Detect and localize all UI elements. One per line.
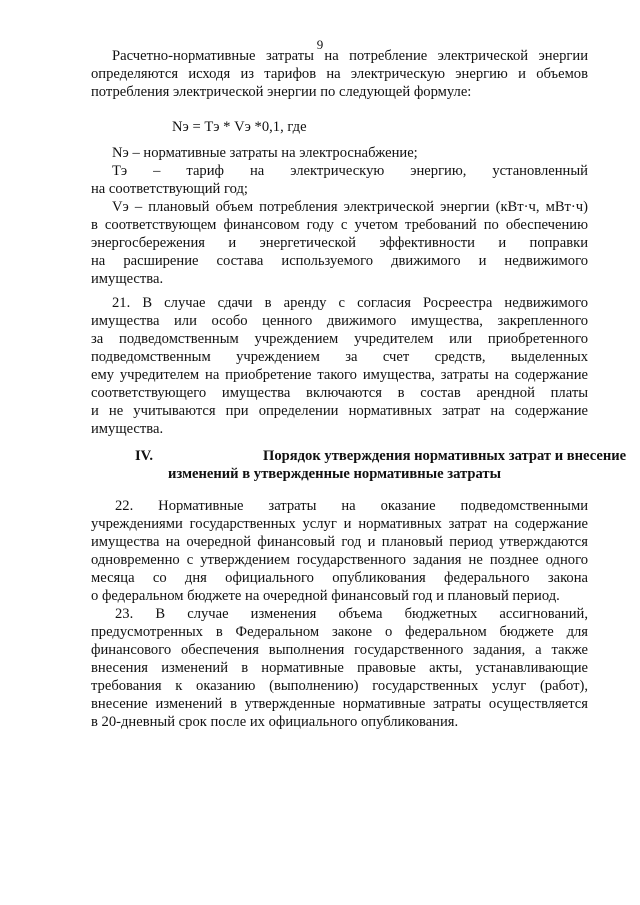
- definition-t-line: Tэ – тариф на электрическую энергию, установленный: [112, 163, 588, 179]
- para22-line: 22. Нормативные затраты на оказание подведомственными: [115, 498, 588, 514]
- para23-line: внесения изменений в нормативные правовые акты, устанавливающие: [91, 660, 588, 676]
- para22-line: учреждениями государственных услуг и нормативных затрат на содержание: [91, 516, 588, 532]
- definition-v-line: на расширение состава используемого движимого и недвижимого: [91, 253, 588, 269]
- para22-line: о федеральном бюджете на очередной финансовый год и плановый период.: [91, 588, 560, 604]
- para23-line: в 20-дневный срок после их официального опубликования.: [91, 714, 459, 730]
- intro-line: потребления электрической энергии по следующей формуле:: [91, 84, 472, 100]
- para21-line: 21. В случае сдачи в аренду с согласия Росреестра недвижимого: [112, 295, 588, 311]
- definition-v-line: в соответствующем финансовом году с учетом требований по обеспечению: [91, 217, 588, 233]
- para23-line: внесение изменений в утвержденные нормативные затраты осуществляется: [91, 696, 588, 712]
- para22-line: имущества на очередной финансовый год и плановый период утверждаются: [91, 534, 588, 550]
- para23-line: предусмотренных в Федеральном законе о федеральном бюджете для: [91, 624, 588, 640]
- section-title-line: изменений в утвержденные нормативные затраты: [168, 466, 501, 482]
- para23-line: требования к оказанию (выполнению) государственных услуг (работ),: [91, 678, 588, 694]
- definition-v-line: Vэ – плановый объем потребления электрической энергии (кВт·ч, мВт·ч): [112, 199, 588, 215]
- para21-line: за подведомственным учреждением учредителем или приобретенного: [91, 331, 588, 347]
- para21-line: подведомственным учреждением за счет средств, выделенных: [91, 349, 588, 365]
- definition-v-line: энергосбережения и энергетической эффективности и поправки: [91, 235, 588, 251]
- definition-t-line: на соответствующий год;: [91, 181, 248, 197]
- para21-line: и не учитываются при определении нормативных затрат на содержание: [91, 403, 588, 419]
- para22-line: одновременно с утверждением государственного задания не позднее одного: [91, 552, 588, 568]
- section-title-line: Порядок утверждения нормативных затрат и внесение: [263, 448, 627, 464]
- para21-line: имущества.: [91, 421, 164, 437]
- para21-line: соответствующего имущества включаются в состав арендной платы: [91, 385, 588, 401]
- section-number: IV.: [135, 448, 153, 464]
- definition-n: Nэ – нормативные затраты на электроснабжение;: [112, 145, 418, 161]
- para21-line: ему учредителем на приобретение такого имущества, затраты на содержание: [91, 367, 588, 383]
- para22-line: месяца со дня официального опубликования федерального закона: [91, 570, 588, 586]
- page-number: 9: [316, 37, 324, 52]
- para21-line: имущества или особо ценного движимого имущества, закрепленного: [91, 313, 588, 329]
- formula: Nэ = Tэ * Vэ *0,1, где: [172, 119, 307, 135]
- para23-line: 23. В случае изменения объема бюджетных ассигнований,: [115, 606, 588, 622]
- definition-v-line: имущества.: [91, 271, 164, 287]
- para23-line: финансового обеспечения выполнения государственного задания, а также: [91, 642, 588, 658]
- intro-line: Расчетно-нормативные затраты на потребление электрической энергии: [112, 48, 588, 64]
- intro-line: определяются исходя из тарифов на электрическую энергию и объемов: [91, 66, 588, 82]
